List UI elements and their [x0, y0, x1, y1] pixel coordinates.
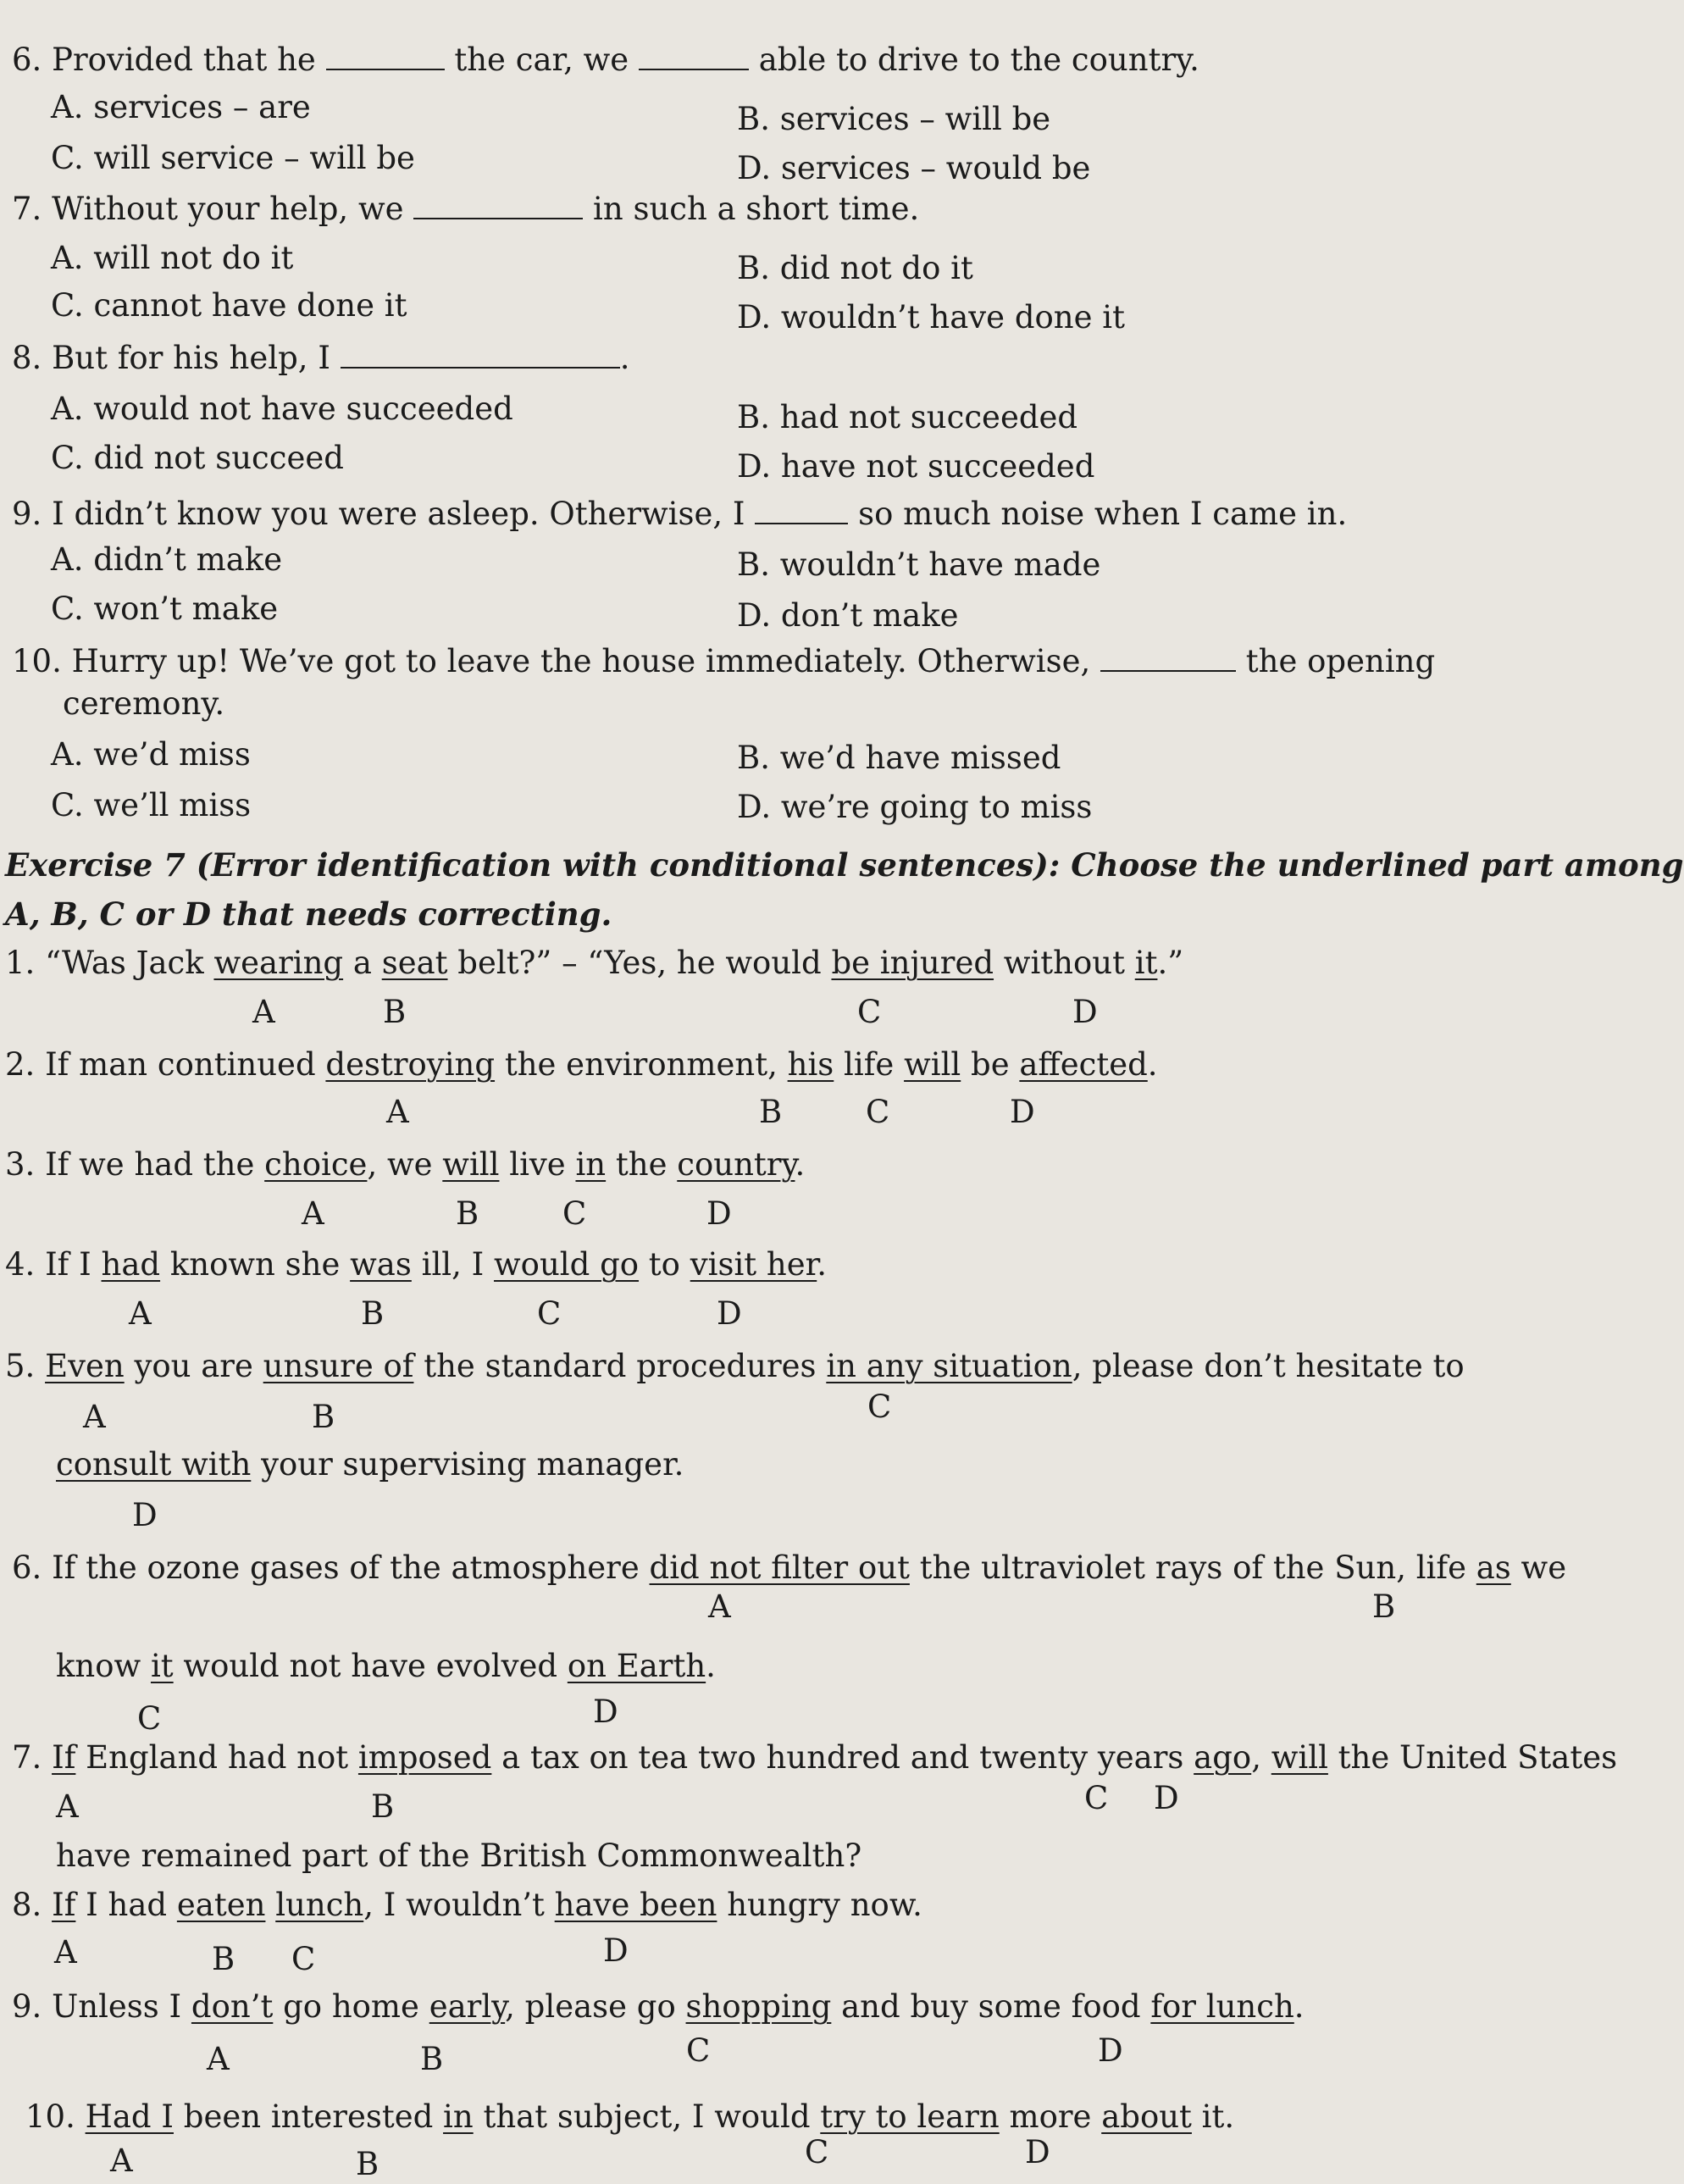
- e1-label-d: D: [1072, 994, 1098, 1030]
- e10-label-c: C: [805, 2134, 829, 2170]
- e2-label-c: C: [866, 1094, 890, 1130]
- e1-label-a: A: [252, 994, 275, 1030]
- e10-label-b: B: [356, 2146, 379, 2182]
- q9-option-b: B. wouldn’t have made: [737, 546, 1101, 583]
- exercise-7-heading-cont: A, B, C or D that needs correcting.: [5, 895, 612, 933]
- q7-option-b: B. did not do it: [737, 250, 973, 286]
- error-item-2: 2. If man continued destroying the environment, his life will be affected.: [5, 1046, 1158, 1083]
- e5-label-d: D: [132, 1497, 158, 1533]
- q10-option-c: C. we’ll miss: [51, 787, 252, 823]
- q7-option-a: A. will not do it: [51, 240, 294, 276]
- e10-label-a: A: [110, 2142, 133, 2179]
- error-item-3: 3. If we had the choice, we will live in the country.: [5, 1146, 806, 1183]
- q8-option-c: C. did not succeed: [51, 440, 344, 476]
- e6-label-d: D: [593, 1693, 618, 1730]
- e1-label-c: C: [857, 994, 882, 1030]
- error-item-10: 10. Had I been interested in that subject, I would try to learn more about it.: [25, 2098, 1235, 2135]
- e4-label-a: A: [129, 1295, 152, 1332]
- e10-label-d: D: [1025, 2134, 1050, 2170]
- e7-label-d: D: [1154, 1780, 1179, 1816]
- error-item-6-cont: know it would not have evolved on Earth.: [56, 1648, 716, 1684]
- error-item-1: 1. “Was Jack wearing a seat belt?” – “Yes, he would be injured without it.”: [5, 945, 1184, 981]
- e5-label-a: A: [83, 1399, 106, 1435]
- e9-label-c: C: [686, 2032, 711, 2069]
- e9-label-a: A: [207, 2041, 230, 2077]
- e7-label-a: A: [56, 1788, 79, 1825]
- e1-label-b: B: [383, 994, 407, 1030]
- q10-stem: 10. Hurry up! We’ve got to leave the house immediately. Otherwise, the opening: [12, 643, 1436, 679]
- e8-label-b: B: [212, 1941, 235, 1977]
- e2-label-b: B: [759, 1094, 783, 1130]
- e9-label-d: D: [1098, 2032, 1123, 2069]
- e7-label-c: C: [1084, 1780, 1109, 1816]
- e6-label-a: A: [708, 1588, 731, 1625]
- e6-label-b: B: [1372, 1588, 1396, 1625]
- error-item-4: 4. If I had known she was ill, I would go to visit her.: [5, 1246, 828, 1283]
- q10-option-b: B. we’d have missed: [737, 740, 1061, 776]
- error-item-5-cont: consult with your supervising manager.: [56, 1446, 684, 1483]
- q7-option-c: C. cannot have done it: [51, 287, 407, 324]
- e4-label-d: D: [717, 1295, 742, 1332]
- error-item-7-cont: have remained part of the British Commonwealth?: [56, 1838, 862, 1874]
- e5-label-b: B: [312, 1399, 335, 1435]
- e8-label-a: A: [54, 1934, 77, 1971]
- q8-stem: 8. But for his help, I .: [12, 340, 630, 376]
- error-item-6: 6. If the ozone gases of the atmosphere did not filter out the ultraviolet rays of the Sun, life as we: [12, 1549, 1567, 1586]
- q6-option-d: D. services – would be: [737, 150, 1091, 186]
- q7-stem: 7. Without your help, we in such a short time.: [12, 191, 920, 227]
- q8-option-b: B. had not succeeded: [737, 399, 1078, 435]
- q6-option-b: B. services – will be: [737, 101, 1051, 137]
- q6-stem: 6. Provided that he the car, we able to drive to the country.: [12, 42, 1199, 78]
- e4-label-c: C: [537, 1295, 562, 1332]
- q9-option-a: A. didn’t make: [51, 541, 283, 578]
- e7-label-b: B: [371, 1788, 395, 1825]
- q9-option-d: D. don’t make: [737, 597, 959, 634]
- q10-stem-cont: ceremony.: [63, 685, 225, 722]
- e8-label-c: C: [291, 1941, 316, 1977]
- e3-label-c: C: [562, 1195, 587, 1232]
- e8-label-d: D: [603, 1932, 629, 1969]
- e6-label-c: C: [137, 1700, 162, 1737]
- error-item-9: 9. Unless I don’t go home early, please go shopping and buy some food for lunch.: [12, 1988, 1305, 2025]
- e9-label-b: B: [420, 2041, 444, 2077]
- e2-label-d: D: [1010, 1094, 1035, 1130]
- e5-label-c: C: [867, 1389, 892, 1425]
- error-item-8: 8. If I had eaten lunch, I wouldn’t have been hungry now.: [12, 1887, 922, 1923]
- q7-option-d: D. wouldn’t have done it: [737, 299, 1125, 335]
- exercise-7-heading: Exercise 7 (Error identification with conditional sentences): Choose the underlined part among: [5, 846, 1684, 884]
- q6-option-a: A. services – are: [51, 89, 311, 125]
- q8-option-a: A. would not have succeeded: [51, 391, 513, 427]
- q10-option-d: D. we’re going to miss: [737, 789, 1093, 825]
- q6-option-c: C. will service – will be: [51, 140, 415, 176]
- e2-label-a: A: [386, 1094, 409, 1130]
- q9-stem: 9. I didn’t know you were asleep. Otherwise, I so much noise when I came in.: [12, 496, 1348, 532]
- e3-label-d: D: [706, 1195, 732, 1232]
- q10-option-a: A. we’d miss: [51, 736, 251, 773]
- q8-option-d: D. have not succeeded: [737, 448, 1095, 485]
- e4-label-b: B: [361, 1295, 385, 1332]
- e3-label-b: B: [456, 1195, 479, 1232]
- e3-label-a: A: [302, 1195, 324, 1232]
- error-item-7: 7. If England had not imposed a tax on tea two hundred and twenty years ago, will the United States: [12, 1739, 1618, 1776]
- q9-option-c: C. won’t make: [51, 590, 279, 627]
- error-item-5: 5. Even you are unsure of the standard procedures in any situation, please don’t hesitate to: [5, 1348, 1465, 1384]
